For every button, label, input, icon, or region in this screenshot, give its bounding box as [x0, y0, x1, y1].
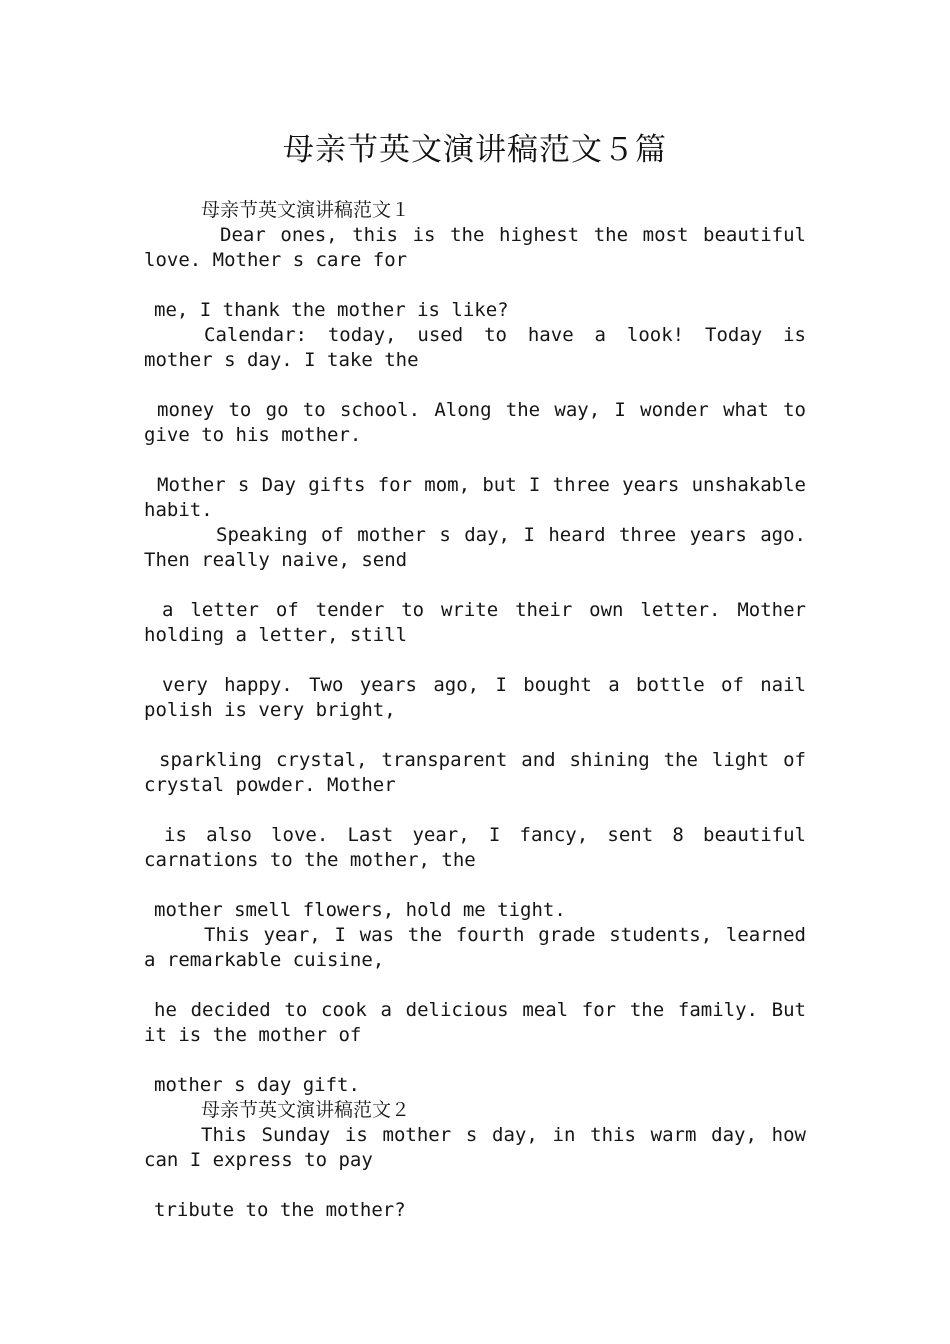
section-heading-2: 母亲节英文演讲稿范文２	[201, 1099, 411, 1121]
paragraph: he decided to cook a delicious meal for the family. But it is the mother of	[144, 999, 806, 1046]
paragraph-gap	[144, 1173, 806, 1198]
document-body	[144, 198, 806, 1223]
paragraph: This Sunday is mother s day, in this warm day, how can I express to pay	[144, 1124, 806, 1171]
paragraph-gap	[144, 573, 806, 598]
paragraph: a letter of tender to write their own letter. Mother holding a letter, still	[144, 599, 806, 646]
paragraph-gap	[144, 373, 806, 398]
section-heading-1: 母亲节英文演讲稿范文１	[201, 199, 411, 221]
paragraph: Mother s Day gifts for mom, but I three years unshakable habit.	[144, 474, 806, 521]
paragraph-gap	[144, 448, 806, 473]
paragraph-gap	[144, 973, 806, 998]
paragraph: tribute to the mother?	[154, 1199, 406, 1221]
paragraph-gap	[144, 873, 806, 898]
paragraph: mother smell flowers, hold me tight.	[154, 899, 566, 921]
paragraph: very happy. Two years ago, I bought a bottle of nail polish is very bright,	[144, 674, 806, 721]
paragraph-gap	[144, 1048, 806, 1073]
paragraph-gap	[144, 648, 806, 673]
paragraph: Dear ones, this is the highest the most beautiful love. Mother s care for	[144, 224, 806, 271]
paragraph: Calendar: today, used to have a look! Today is mother s day. I take the	[144, 324, 806, 371]
paragraph-gap	[144, 723, 806, 748]
paragraph: money to go to school. Along the way, I wonder what to give to his mother.	[144, 399, 806, 446]
paragraph: me, I thank the mother is like?	[154, 299, 509, 321]
paragraph: This year, I was the fourth grade students, learned a remarkable cuisine,	[144, 924, 806, 971]
document-title: 母亲节英文演讲稿范文５篇	[283, 132, 667, 168]
paragraph: Speaking of mother s day, I heard three years ago. Then really naive, send	[144, 524, 806, 571]
paragraph: is also love. Last year, I fancy, sent 8 beautiful carnations to the mother, the	[144, 824, 806, 871]
paragraph-gap	[144, 798, 806, 823]
paragraph: sparkling crystal, transparent and shining the light of crystal powder. Mother	[144, 749, 806, 796]
paragraph-gap	[144, 273, 806, 298]
paragraph: mother s day gift.	[154, 1074, 360, 1096]
